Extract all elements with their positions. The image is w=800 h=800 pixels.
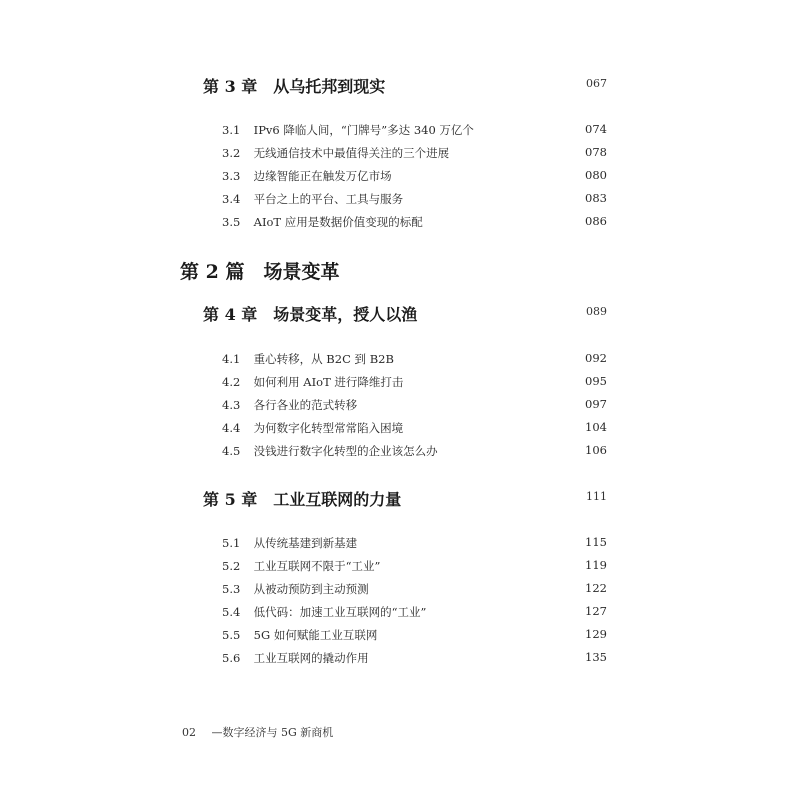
section-number: 5.5	[222, 628, 241, 642]
section-page-number: 104	[585, 420, 607, 434]
toc-entry	[222, 374, 607, 390]
toc-entry	[222, 535, 607, 551]
section-number: 4.1	[222, 352, 241, 366]
toc-entry	[222, 443, 607, 459]
section-number: 4.2	[222, 375, 241, 389]
toc-entry	[222, 168, 607, 184]
section-page-number: 122	[585, 581, 607, 595]
toc-entry	[222, 191, 607, 207]
section-number: 3.3	[222, 169, 241, 183]
chapter-title: 第 5 章 工业互联网的力量	[203, 490, 402, 509]
section-title: AIoT 应用是数据价值变现的标配	[253, 215, 423, 229]
section-number: 4.4	[222, 421, 241, 435]
toc-entry	[222, 604, 607, 620]
section-title: 从传统基建到新基建	[253, 536, 358, 550]
section-page-number: 135	[585, 650, 607, 664]
section-page-number: 078	[585, 145, 607, 159]
chapter-heading	[203, 487, 607, 510]
section-title: 没钱进行数字化转型的企业该怎么办	[253, 444, 438, 458]
section-number: 3.5	[222, 215, 241, 229]
section-number: 3.2	[222, 146, 241, 160]
footer-page-number: 02	[182, 726, 196, 739]
section-title: 为何数字化转型常常陷入困境	[253, 421, 404, 435]
section-number: 4.5	[222, 444, 241, 458]
footer-book-title: —数字经济与 5G 新商机	[211, 726, 334, 739]
toc-entry	[222, 351, 607, 367]
section-number: 5.4	[222, 605, 241, 619]
toc-entry	[222, 650, 607, 666]
section-title: 低代码：加速工业互联网的“工业”	[253, 605, 427, 619]
section-title: 如何利用 AIoT 进行降维打击	[253, 375, 404, 389]
section-title: 各行各业的范式转移	[253, 398, 358, 412]
section-page-number: 115	[585, 535, 607, 549]
section-page-number: 080	[585, 168, 607, 182]
section-title: IPv6 降临人间，“门牌号”多达 340 万亿个	[253, 123, 474, 137]
chapter-title: 第 4 章 场景变革，授人以渔	[203, 305, 418, 324]
chapter-page-number: 067	[586, 77, 607, 90]
section-number: 5.2	[222, 559, 241, 573]
section-title: 平台之上的平台、工具与服务	[253, 192, 404, 206]
chapter-page-number: 089	[586, 305, 607, 318]
section-page-number: 127	[585, 604, 607, 618]
section-page-number: 083	[585, 191, 607, 205]
chapter-heading	[203, 302, 607, 325]
section-number: 4.3	[222, 398, 241, 412]
toc-entry	[222, 122, 607, 138]
page-footer	[182, 724, 333, 740]
section-title: 工业互联网的撬动作用	[253, 651, 369, 665]
section-number: 3.4	[222, 192, 241, 206]
section-title: 5G 如何赋能工业互联网	[253, 628, 378, 642]
section-title: 边缘智能正在触发万亿市场	[253, 169, 392, 183]
toc-entry	[222, 627, 607, 643]
chapter-heading	[203, 74, 607, 97]
toc-entry	[222, 397, 607, 413]
chapter-title: 第 3 章 从乌托邦到现实	[203, 77, 386, 96]
section-number: 3.1	[222, 123, 241, 137]
section-page-number: 086	[585, 214, 607, 228]
toc-entry	[222, 145, 607, 161]
section-title: 无线通信技术中最值得关注的三个进展	[253, 146, 450, 160]
section-title: 工业互联网不限于“工业”	[253, 559, 381, 573]
toc-entry	[222, 214, 607, 230]
section-page-number: 106	[585, 443, 607, 457]
section-page-number: 129	[585, 627, 607, 641]
part-heading: 第 2 篇 场景变革	[180, 261, 340, 283]
toc-entry	[222, 558, 607, 574]
section-page-number: 092	[585, 351, 607, 365]
toc-entry	[222, 420, 607, 436]
section-page-number: 074	[585, 122, 607, 136]
section-number: 5.1	[222, 536, 241, 550]
section-number: 5.3	[222, 582, 241, 596]
section-page-number: 119	[585, 558, 607, 572]
toc-entry	[222, 581, 607, 597]
chapter-page-number: 111	[586, 490, 607, 503]
section-title: 从被动预防到主动预测	[253, 582, 369, 596]
section-page-number: 097	[585, 397, 607, 411]
section-number: 5.6	[222, 651, 241, 665]
section-page-number: 095	[585, 374, 607, 388]
section-title: 重心转移，从 B2C 到 B2B	[253, 352, 394, 366]
